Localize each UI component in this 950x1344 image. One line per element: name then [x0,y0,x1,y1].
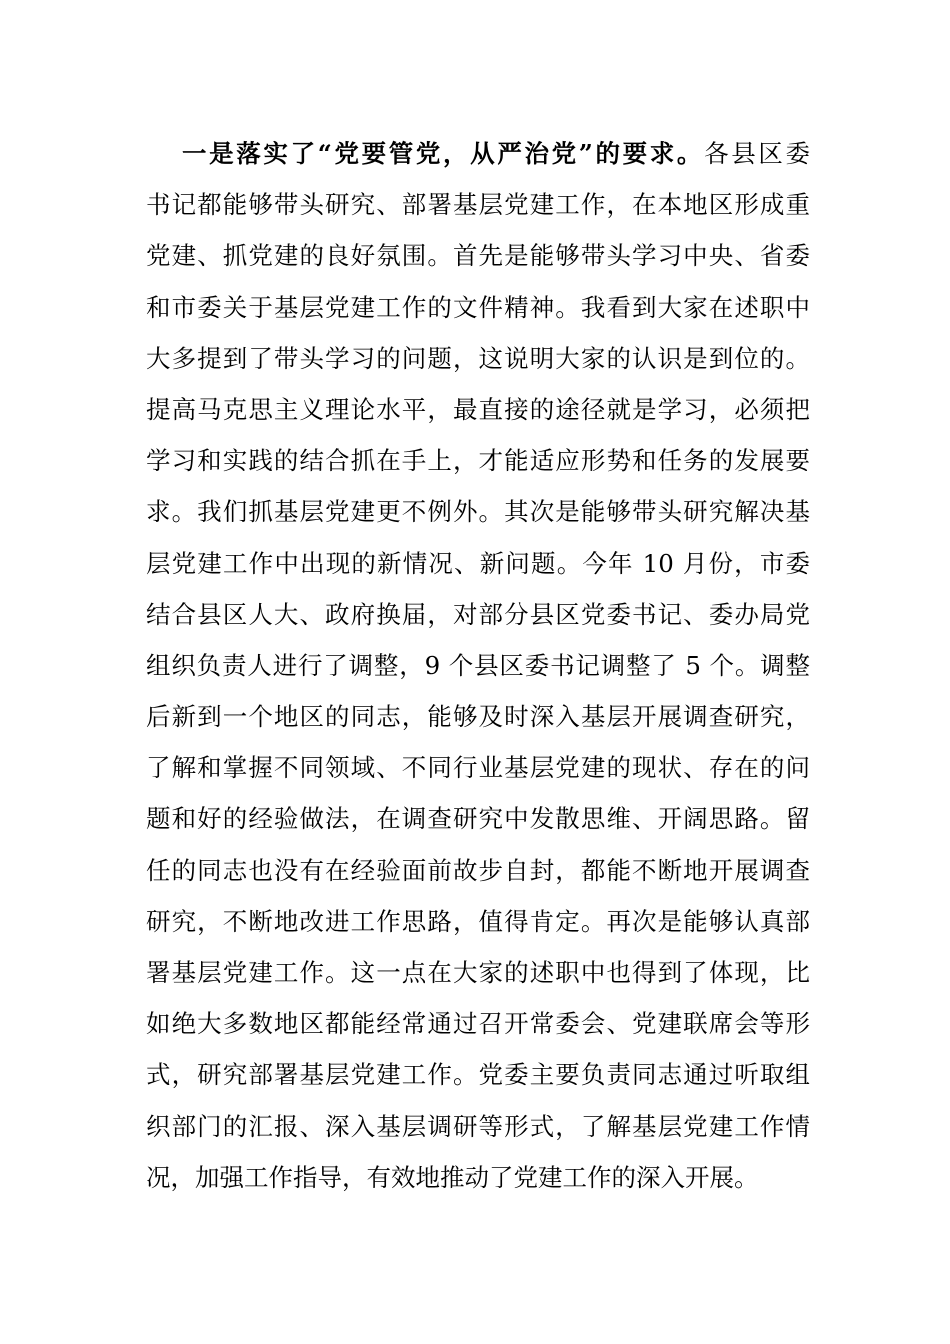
paragraph-line: 结合县区人大、政府换届，对部分县区党委书记、委办局党 [146,599,810,629]
paragraph-line: 题和好的经验做法，在调查研究中发散思维、开阔思路。留 [146,804,810,834]
paragraph-first-line [146,128,810,179]
paragraph-line: 和市委关于基层党建工作的文件精神。我看到大家在述职中 [146,292,810,322]
paragraph-line: 了解和掌握不同领域、不同行业基层党建的现状、存在的问 [146,753,810,783]
paragraph-line: 任的同志也没有在经验面前故步自封，都能不断地开展调查 [146,855,810,885]
paragraph-line: 党建、抓党建的良好氛围。首先是能够带头学习中央、省委 [146,241,810,271]
paragraph-lead-text: 各县区委 [704,139,811,168]
paragraph-line: 署基层党建工作。这一点在大家的述职中也得到了体现，比 [146,958,810,987]
paragraph-line: 学习和实践的结合抓在手上，才能适应形势和任务的发展要 [146,446,810,476]
paragraph-lead-heading: 一是落实了“党要管党，从严治党”的要求。 [182,139,705,168]
paragraph-line: 求。我们抓基层党建更不例外。其次是能够带头研究解决基 [146,497,810,527]
body-paragraph [146,128,810,1203]
paragraph-line: 织部门的汇报、深入基层调研等形式，了解基层党建工作情 [146,1111,810,1141]
paragraph-line: 大多提到了带头学习的问题，这说明大家的认识是到位的。 [146,343,810,373]
paragraph-line: 研究，不断地改进工作思路，值得肯定。再次是能够认真部 [146,906,810,936]
paragraph-line: 组织负责人进行了调整，9 个县区委书记调整了 5 个。调整 [146,650,810,680]
paragraph-last-line: 况，加强工作指导，有效地推动了党建工作的深入开展。 [146,1162,759,1192]
paragraph-line: 提高马克思主义理论水平，最直接的途径就是学习，必须把 [146,394,810,424]
paragraph-line: 层党建工作中出现的新情况、新问题。今年 10 月份，市委 [146,548,810,578]
paragraph-line: 如绝大多数地区都能经常通过召开常委会、党建联席会等形 [146,1009,810,1039]
paragraph-line: 书记都能够带头研究、部署基层党建工作，在本地区形成重 [146,190,810,220]
paragraph-line: 式，研究部署基层党建工作。党委主要负责同志通过听取组 [146,1060,810,1090]
paragraph-line: 后新到一个地区的同志，能够及时深入基层开展调查研究， [146,702,810,732]
